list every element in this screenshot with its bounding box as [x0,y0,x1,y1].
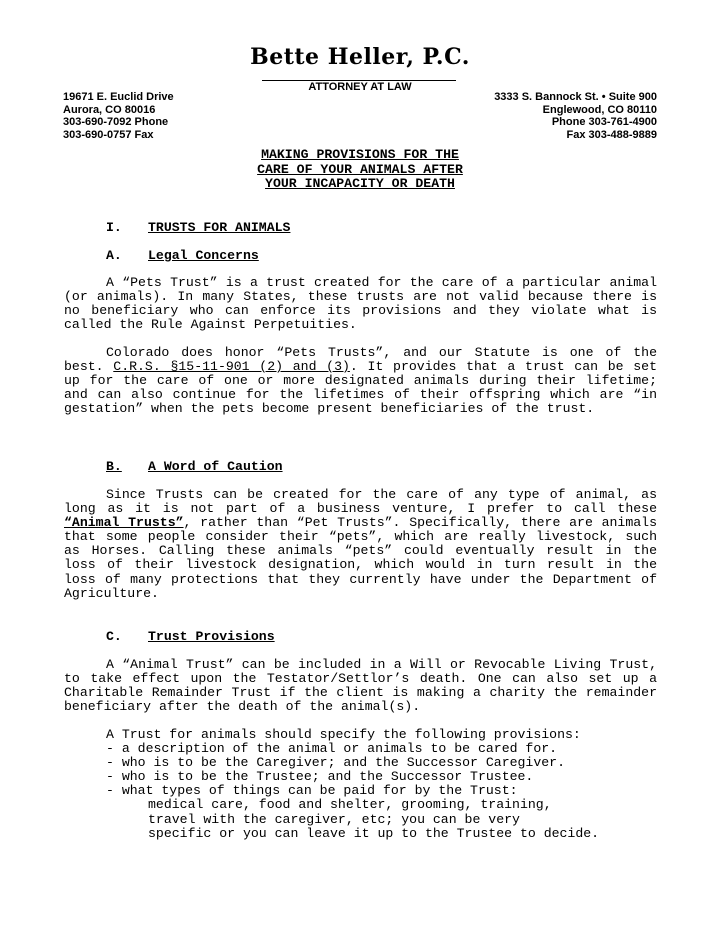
provision-sub-line: specific or you can leave it up to the Trustee to decide. [148,825,600,841]
paragraph-trust-provisions: A “Animal Trust” can be included in a Will or Revocable Living Trust, to take effect upon the Testator/Settlor’s death. One can also set up a Charitable Remainder Trust if the client is making a charity the remainder beneficiary after the death of the animal(s). [64,657,657,715]
paragraph-text: Since Trusts can be created for the care of any type of animal, as long as it is not part of a business venture, I prefer to call these [64,487,657,517]
paragraph-text: , rather than “Pet Trusts”. Specifically, there are animals that some people consider their “pets”, which are really livestock, such as Horses. Calling these animals “pets” could eventually result in the loss of their livestock designation, which would in turn result in the loss of many protections that they currently have under the Department of Agriculture. [64,515,657,601]
provision-item: - who is to be the Caregiver; and the Successor Caregiver. [106,755,565,771]
provisions-intro: A Trust for animals should specify the following provisions: [106,727,581,742]
section-number: I. [106,220,122,235]
provision-item: - who is to be the Trustee; and the Successor Trustee. [106,769,534,785]
left-address-line: 303-690-7092 Phone [63,116,169,128]
paragraph-text: . It provides that a trust can be set up for the care of one or more designated animals during their lifetime; and can also continue for the lifetimes of their offspring which are “in gestation” when the pets become present beneficiaries of the trust. [64,359,658,417]
left-address-line: 19671 E. Euclid Drive [63,91,174,103]
paragraph-pets-trust: A “Pets Trust” is a trust created for the care of a particular animal (or animals). In many States, these trusts are not valid because there is no beneficiary who can enforce its provisions and they violate what is called the Rule Against Perpetuities. [64,275,657,333]
provisions-list [106,728,666,841]
section-number: C. [106,629,122,644]
provision-item: - a description of the animal or animals to be cared for. [106,741,558,757]
title-line: YOUR INCAPACITY OR DEATH [265,176,455,191]
section-title: A Word of Caution [148,459,283,474]
section-title: Trust Provisions [148,629,275,644]
statute-citation: C.R.S. §15-11-901 (2) and (3) [113,359,350,375]
provision-sub-line: travel with the caregiver, etc; you can be very [148,811,520,827]
paragraph-caution [64,488,657,601]
right-address-line: Fax 303-488-9889 [566,128,657,141]
right-address-line: Englewood, CO 80110 [542,103,657,116]
left-address-block [63,91,174,141]
right-address-line: 3333 S. Bannock St. • Suite 900 [494,91,657,103]
provision-sub-line: medical care, food and shelter, grooming, training, [148,797,552,813]
firm-subtitle: ATTORNEY AT LAW [308,81,412,93]
provision-item: - what types of things can be paid for by the Trust: [106,783,518,799]
left-address-line: Aurora, CO 80016 [63,103,156,116]
paragraph-text: Colorado does honor “Pets Trusts”, and our Statute is one of the best. [64,345,657,375]
title-line: CARE OF YOUR ANIMALS AFTER [257,161,463,177]
section-title: Legal Concerns [148,248,259,263]
paragraph-colorado [64,346,657,416]
firm-name: Bette Heller, P.C. [250,44,470,70]
section-number: B. [106,459,122,474]
section-title: TRUSTS FOR ANIMALS [148,220,291,235]
document-title [240,148,480,192]
left-address-line: 303-690-0757 Fax [63,128,154,141]
section-number: A. [106,248,122,263]
right-address-block [494,91,657,141]
right-address-line: Phone 303-761-4900 [551,116,657,128]
animal-trusts-emphasis: “Animal Trusts” [64,515,184,531]
title-line: MAKING PROVISIONS FOR THE [261,147,459,162]
